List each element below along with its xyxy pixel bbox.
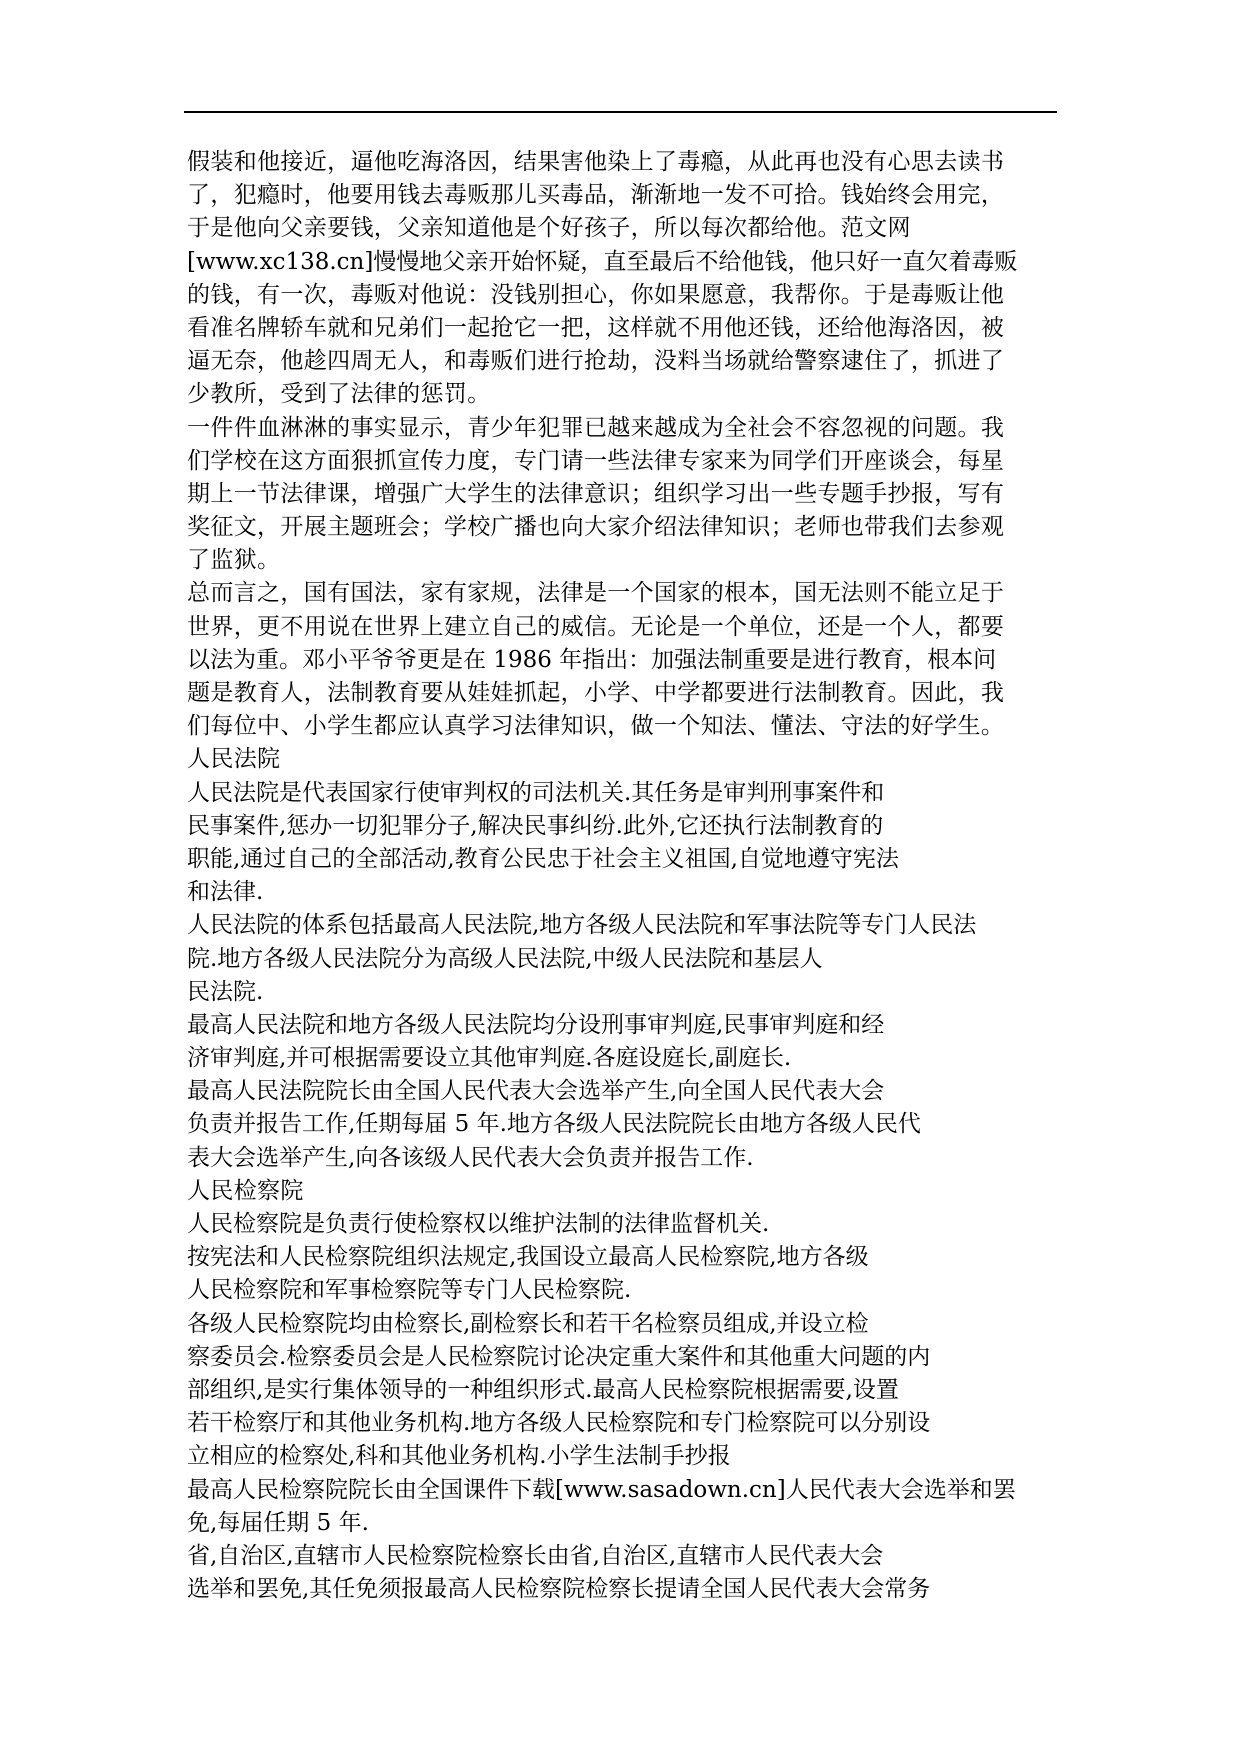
text-line: 民法院.	[187, 978, 264, 1005]
text-line: 奖征文，开展主题班会；学校广播也向大家介绍法律知识；老师也带我们去参观	[187, 514, 1005, 541]
text-line: 部组织,是实行集体领导的一种组织形式.最高人民检察院根据需要,设置	[187, 1376, 899, 1403]
text-line: 职能,通过自己的全部活动,教育公民忠于社会主义祖国,自觉地遵守宪法	[187, 845, 899, 872]
text-line: 最高人民法院院长由全国人民代表大会选举产生,向全国人民代表大会	[187, 1078, 885, 1105]
text-line: 最高人民检察院院长由全国课件下载[www.sasadown.cn]人民代表大会选举和罢	[187, 1476, 1016, 1503]
text-line: 免,每届任期 5 年.	[187, 1509, 369, 1536]
text-line: 和法律.	[187, 879, 264, 906]
text-line: 立相应的检察处,科和其他业务机构.小学生法制手抄报	[187, 1443, 731, 1470]
text-line: 表大会选举产生,向各该级人民代表大会负责并报告工作.	[187, 1144, 754, 1171]
text-line: [www.xc138.cn]慢慢地父亲开始怀疑，直至最后不给他钱，他只好一直欠着毒贩	[187, 248, 1018, 275]
text-line: 少教所，受到了法律的惩罚。	[187, 381, 491, 408]
text-line: 总而言之，国有国法，家有家规，法律是一个国家的根本，国无法则不能立足于	[187, 580, 1005, 607]
text-line: 人民法院的体系包括最高人民法院,地方各级人民法院和军事法院等专门人民法	[187, 912, 977, 939]
text-line: 期上一节法律课，增强广大学生的法律意识；组织学习出一些专题手抄报，写有	[187, 480, 1005, 507]
text-line: 人民检察院和军事检察院等专门人民检察院.	[187, 1277, 632, 1304]
text-line: 们学校在这方面狠抓宣传力度，专门请一些法律专家来为同学们开座谈会，每星	[187, 447, 1005, 474]
text-line: 假装和他接近，逼他吃海洛因，结果害他染上了毒瘾，从此再也没有心思去读书	[187, 149, 1005, 175]
header-rule	[184, 111, 1057, 113]
text-line: 世界，更不用说在世界上建立自己的威信。无论是一个单位，还是一个人，都要	[187, 613, 1005, 640]
text-line: 人民检察院是负责行使检察权以维护法制的法律监督机关.	[187, 1211, 770, 1237]
text-line: 以法为重。邓小平爷爷更是在 1986 年指出：加强法制重要是进行教育，根本问	[187, 646, 997, 673]
text-line: 们每位中、小学生都应认真学习法律知识，做一个知法、懂法、守法的好学生。	[187, 713, 1005, 740]
text-line: 察委员会.检察委员会是人民检察院讨论决定重大案件和其他重大问题的内	[187, 1343, 931, 1370]
document-body	[187, 146, 1067, 1606]
text-line: 人民法院是代表国家行使审判权的司法机关.其任务是审判刑事案件和	[187, 779, 885, 806]
text-line: 于是他向父亲要钱，父亲知道他是个好孩子，所以每次都给他。范文网	[187, 215, 911, 242]
text-line: 看准名牌轿车就和兄弟们一起抢它一把，这样就不用他还钱，还给他海洛因，被	[187, 314, 1005, 341]
text-line: 了监狱。	[187, 547, 281, 574]
text-line: 各级人民检察院均由检察长,副检察长和若干名检察员组成,并设立检	[187, 1310, 869, 1337]
text-line: 按宪法和人民检察院组织法规定,我国设立最高人民检察院,地方各级	[187, 1244, 869, 1271]
section-heading: 人民检察院	[187, 1177, 304, 1204]
text-line: 选举和罢免,其任免须报最高人民检察院检察长提请全国人民代表大会常务	[187, 1576, 931, 1603]
text-line: 一件件血淋淋的事实显示，青少年犯罪已越来越成为全社会不容忽视的问题。我	[187, 414, 1005, 441]
text-line: 若干检察厅和其他业务机构.地方各级人民检察院和专门检察院可以分别设	[187, 1410, 931, 1437]
text-line: 院.地方各级人民法院分为高级人民法院,中级人民法院和基层人	[187, 945, 823, 972]
text-line: 负责并报告工作,任期每届 5 年.地方各级人民法院院长由地方各级人民代	[187, 1111, 921, 1138]
text-line: 民事案件,惩办一切犯罪分子,解决民事纠纷.此外,它还执行法制教育的	[187, 812, 884, 839]
text-line: 的钱，有一次，毒贩对他说：没钱别担心，你如果愿意，我帮你。于是毒贩让他	[187, 281, 1005, 308]
section-heading: 人民法院	[187, 746, 281, 773]
text-line: 题是教育人，法制教育要从娃娃抓起，小学、中学都要进行法制教育。因此，我	[187, 680, 1005, 706]
text-line: 逼无奈，他趁四周无人，和毒贩们进行抢劫，没料当场就给警察逮住了，抓进了	[187, 348, 1005, 375]
text-line: 了，犯瘾时，他要用钱去毒贩那儿买毒品，渐渐地一发不可拾。钱始终会用完，	[187, 182, 1005, 209]
text-line: 济审判庭,并可根据需要设立其他审判庭.各庭设庭长,副庭长.	[187, 1045, 792, 1072]
text-line: 省,自治区,直辖市人民检察院检察长由省,自治区,直辖市人民代表大会	[187, 1542, 884, 1569]
text-line: 最高人民法院和地方各级人民法院均分设刑事审判庭,民事审判庭和经	[187, 1011, 885, 1038]
